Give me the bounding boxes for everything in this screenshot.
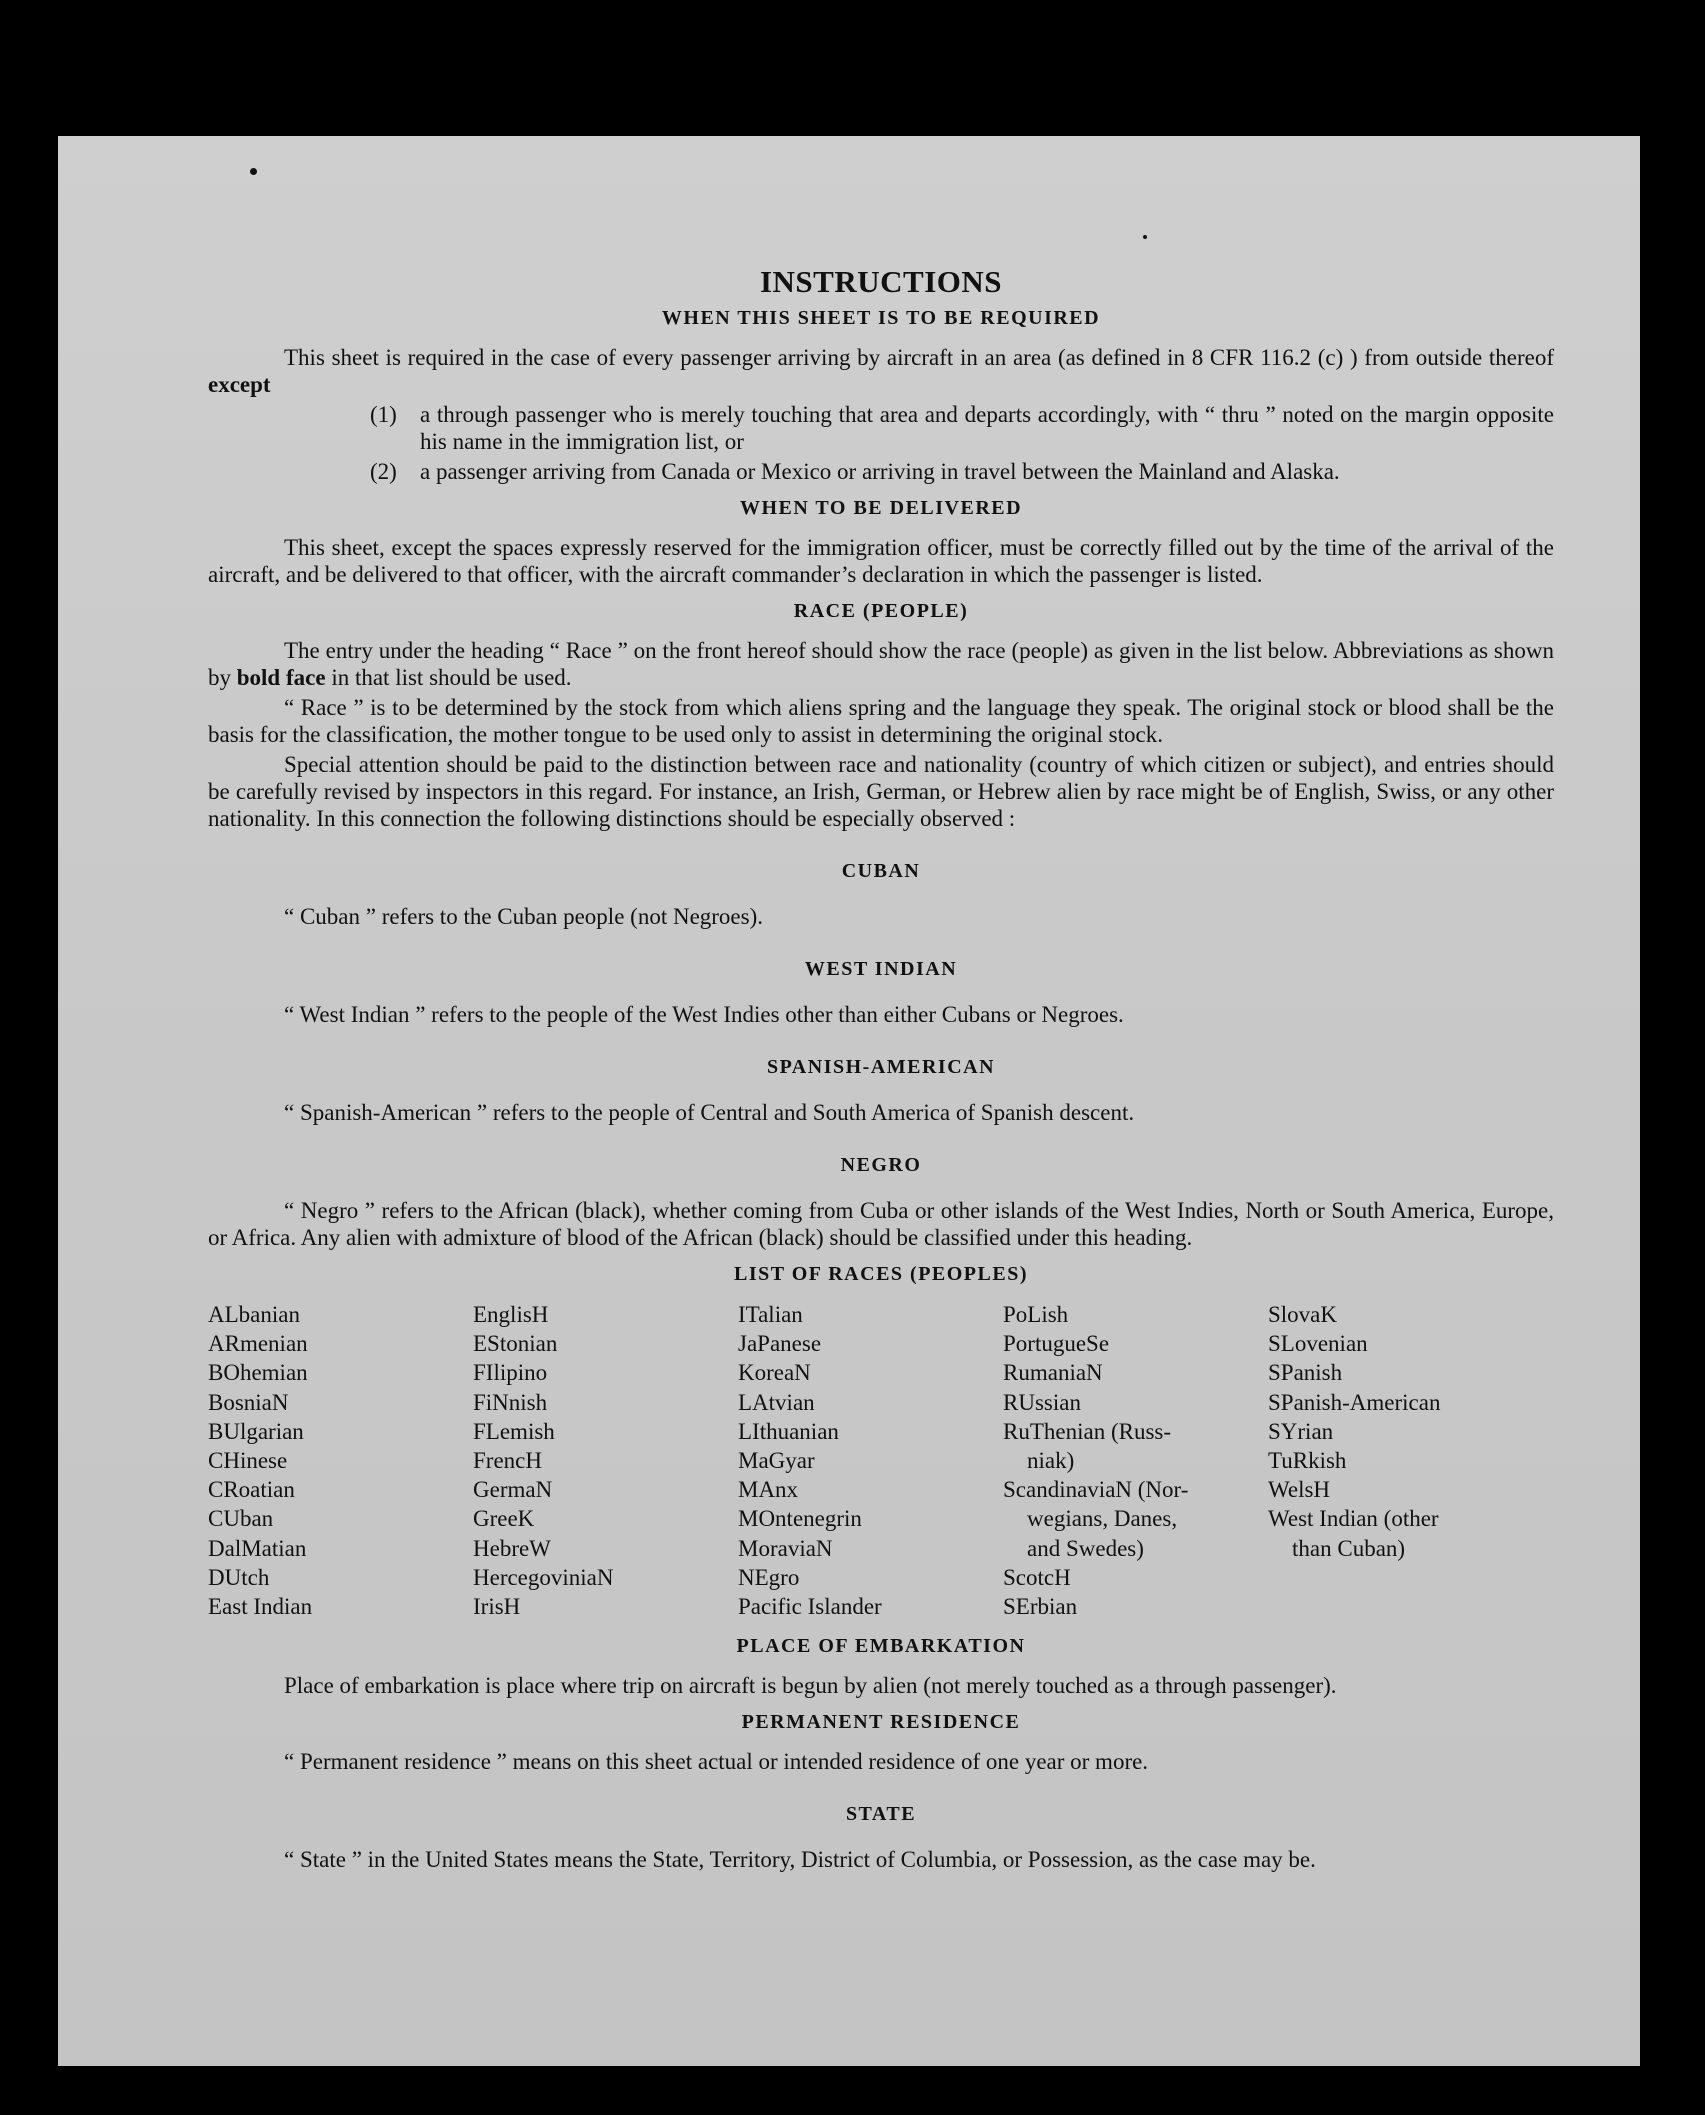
race-list-column xyxy=(473,1300,738,1621)
paragraph-west-indian: “ West Indian ” refers to the people of the West Indies other than either Cubans or Negroes. xyxy=(284,1002,1124,1027)
race-list-item: RumaniaN xyxy=(1003,1360,1103,1386)
race-list-item: LAtvian xyxy=(738,1389,815,1415)
race-list-item: wegians, Danes, xyxy=(1027,1506,1178,1532)
paragraph-race-entry: The entry under the heading “ Race ” on the front hereof should show the race (people) as given in the list below. Abbreviations as shown by bold face in that list should be used. xyxy=(208,638,1554,690)
race-list-item: WelsH xyxy=(1268,1477,1331,1503)
race-list-item: BOhemian xyxy=(208,1360,308,1386)
exception-item: (1) a through passenger who is merely touching that area and departs accordingly, with “ thru ” noted on the margin opposite his name in the immigration list, or xyxy=(370,402,1554,454)
page-title: INSTRUCTIONS xyxy=(759,264,1002,299)
race-list-item: GermaN xyxy=(473,1477,553,1503)
document-page xyxy=(58,136,1640,2066)
section-heading-spanish-american: SPANISH-AMERICAN xyxy=(766,1056,996,1078)
race-list-item: GreeK xyxy=(473,1506,535,1532)
race-list-item: BUlgarian xyxy=(208,1418,304,1444)
race-list-item: EStonian xyxy=(473,1331,558,1357)
race-list-item: MOntenegrin xyxy=(738,1506,862,1532)
paragraph-spanish-american: “ Spanish-American ” refers to the people of Central and South America of Spanish descent. xyxy=(284,1100,1135,1125)
paragraph-negro: “ Negro ” refers to the African (black), whether coming from Cuba or other islands of the West Indies, North or South America, Europe, or Africa. Any alien with admixture of blood of the African (black) should be classified under this heading. xyxy=(208,1198,1554,1250)
paragraph-state: “ State ” in the United States means the State, Territory, District of Columbia, or Possession, as the case may be. xyxy=(284,1847,1316,1873)
race-list-column xyxy=(1268,1300,1533,1621)
speck-mark xyxy=(250,168,257,175)
race-list-item: MaGyar xyxy=(738,1448,815,1474)
race-list-item: FrencH xyxy=(473,1448,542,1474)
section-heading-negro: NEGRO xyxy=(840,1154,922,1176)
section-heading-when-delivered: WHEN TO BE DELIVERED xyxy=(739,497,1023,519)
paragraph-when-delivered: This sheet, except the spaces expressly reserved for the immigration officer, must be correctly filled out by the time of the arrival of the aircraft, and be delivered to that officer, with the aircraft commander’s declaration in which the passenger is listed. xyxy=(208,535,1554,587)
race-list-item: BosniaN xyxy=(208,1389,289,1415)
race-list-item: East Indian xyxy=(208,1594,313,1620)
race-list-item: SErbian xyxy=(1003,1594,1078,1620)
race-list-item: FIlipino xyxy=(473,1360,548,1386)
race-list-item: Pacific Islander xyxy=(738,1594,882,1620)
section-heading-state: STATE xyxy=(845,1803,917,1826)
race-list-item: NEgro xyxy=(738,1564,800,1590)
race-list-item: niak) xyxy=(1027,1448,1075,1474)
race-list-column xyxy=(208,1300,473,1621)
race-list-item: CUban xyxy=(208,1506,274,1532)
race-list-item: FLemish xyxy=(473,1418,555,1444)
race-list-item: TuRkish xyxy=(1268,1448,1347,1474)
race-list-item: EnglisH xyxy=(473,1302,549,1327)
section-heading-west-indian: WEST INDIAN xyxy=(804,958,958,980)
paragraph-embarkation: Place of embarkation is place where trip on aircraft is begun by alien (not merely touched as a through passenger). xyxy=(284,1673,1337,1699)
race-list-item: MAnx xyxy=(738,1477,799,1503)
race-list-item: and Swedes) xyxy=(1027,1535,1144,1561)
race-list-item: DUtch xyxy=(208,1564,270,1590)
section-heading-list-of-races: LIST OF RACES (PEOPLES) xyxy=(733,1263,1028,1285)
race-list-item: SPanish xyxy=(1268,1360,1343,1386)
race-list-item: DalMatian xyxy=(208,1535,307,1561)
race-list-item: ALbanian xyxy=(208,1302,300,1327)
race-list-column xyxy=(1003,1300,1268,1621)
section-heading-embarkation: PLACE OF EMBARKATION xyxy=(736,1635,1026,1658)
section-heading-when-required: WHEN THIS SHEET IS TO BE REQUIRED xyxy=(661,307,1101,329)
race-list-item: PoLish xyxy=(1003,1302,1069,1327)
exception-item: (2) a passenger arriving from Canada or Mexico or arriving in travel between the Mainland and Alaska. xyxy=(370,459,1340,484)
race-list-item: ScandinaviaN (Nor- xyxy=(1003,1477,1189,1503)
race-list-item: West Indian (other xyxy=(1268,1506,1439,1532)
race-list-item: PortugueSe xyxy=(1003,1331,1110,1357)
race-list-item: JaPanese xyxy=(738,1331,822,1357)
section-heading-cuban: CUBAN xyxy=(841,860,921,882)
race-list-item: ARmenian xyxy=(208,1331,308,1357)
section-heading-race: RACE (PEOPLE) xyxy=(793,600,969,622)
race-list-item: HercegoviniaN xyxy=(473,1564,614,1590)
paragraph-race-definition: “ Race ” is to be determined by the stock from which aliens spring and the language they speak. The original stock or blood shall be the basis for the classification, the mother tongue to be used only to assist in determining the original stock. xyxy=(208,695,1554,747)
race-list-item: SLovenian xyxy=(1268,1331,1368,1357)
race-list-item: CRoatian xyxy=(208,1477,295,1503)
paragraph-when-required: This sheet is required in the case of every passenger arriving by aircraft in an area (as defined in 8 CFR 116.2 (c) ) from outside thereof except xyxy=(208,345,1554,397)
paragraph-race-nationality: Special attention should be paid to the distinction between race and nationality (country of which citizen or subject), and entries should be carefully revised by inspectors in this regard. For instance, an Irish, German, or Hebrew alien by race might be of English, Swiss, or any other nationality. In this connection the following distinctions should be especially observed : xyxy=(208,752,1554,831)
race-list-item: ITalian xyxy=(738,1302,803,1327)
race-list-item: IrisH xyxy=(473,1594,521,1620)
instructions-body xyxy=(208,264,1554,1873)
paragraph-cuban: “ Cuban ” refers to the Cuban people (not Negroes). xyxy=(284,904,764,929)
race-list-item: RuThenian (Russ- xyxy=(1003,1418,1172,1444)
race-list-item: SPanish-American xyxy=(1268,1389,1441,1415)
race-list-item: ScotcH xyxy=(1003,1564,1071,1590)
race-list-item: FiNnish xyxy=(473,1389,548,1415)
speck-mark xyxy=(1143,235,1147,239)
race-list-item: RUssian xyxy=(1003,1389,1081,1415)
race-list-item: MoraviaN xyxy=(738,1535,833,1561)
race-list-item: CHinese xyxy=(208,1448,288,1474)
race-list-item: SYrian xyxy=(1268,1418,1334,1444)
race-list-item: SlovaK xyxy=(1268,1302,1337,1327)
race-list-item: LIthuanian xyxy=(738,1418,839,1444)
race-list-table xyxy=(208,1300,1554,1621)
race-list-item: HebreW xyxy=(473,1535,551,1561)
paragraph-residence: “ Permanent residence ” means on this sheet actual or intended residence of one year or more. xyxy=(284,1749,1149,1775)
race-list-item: than Cuban) xyxy=(1292,1535,1406,1561)
section-heading-residence: PERMANENT RESIDENCE xyxy=(741,1711,1021,1734)
race-list-column xyxy=(738,1300,1003,1621)
race-list-item: KoreaN xyxy=(738,1360,811,1386)
